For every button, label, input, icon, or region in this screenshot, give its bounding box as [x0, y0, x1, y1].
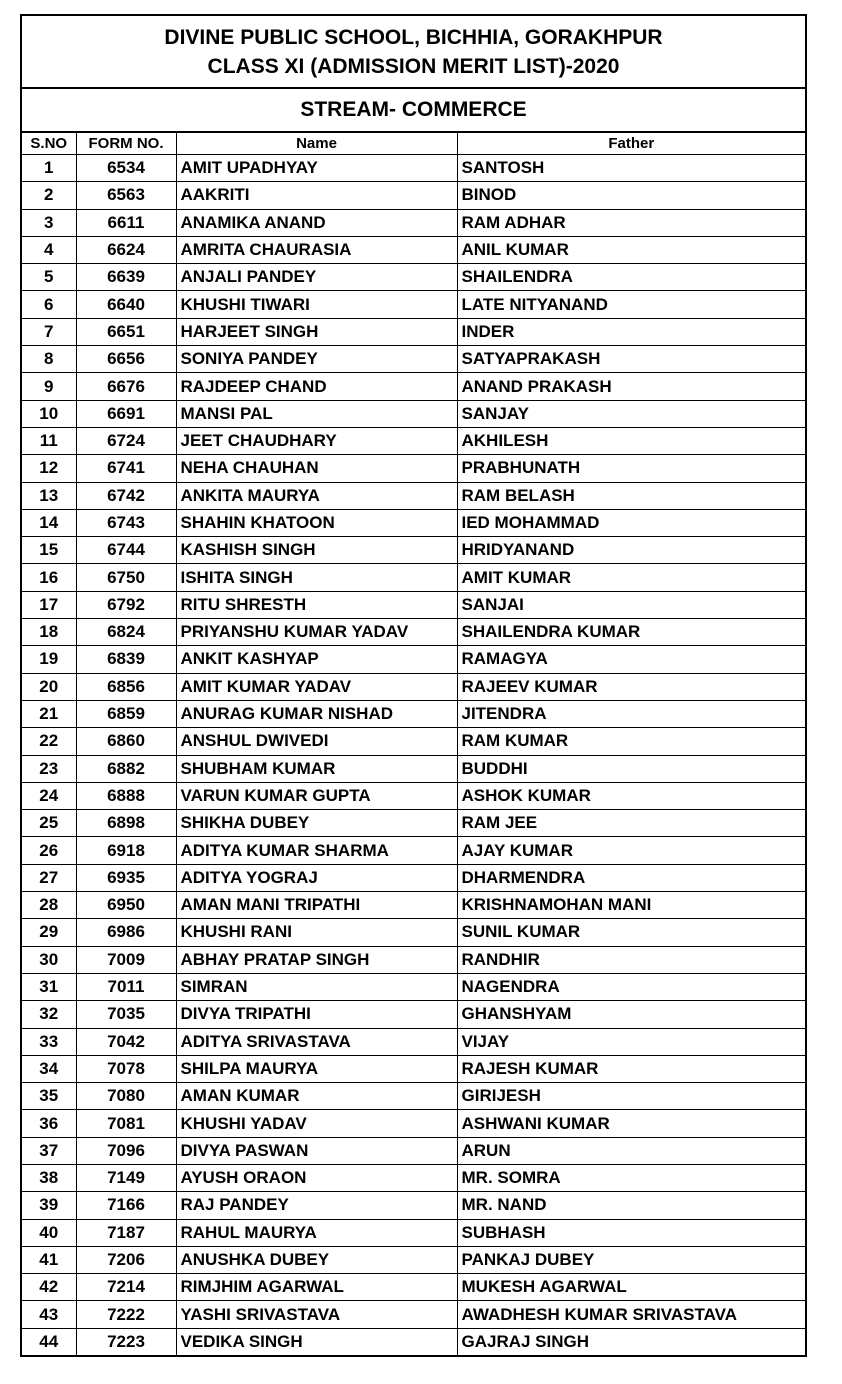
cell-name: DIVYA PASWAN [176, 1137, 457, 1164]
table-row [22, 318, 805, 345]
cell-sno: 43 [22, 1301, 76, 1328]
cell-form-no: 6624 [76, 236, 176, 263]
cell-father: RAM KUMAR [457, 728, 805, 755]
cell-form-no: 6656 [76, 346, 176, 373]
cell-sno: 24 [22, 782, 76, 809]
cell-form-no: 7096 [76, 1137, 176, 1164]
cell-sno: 8 [22, 346, 76, 373]
cell-form-no: 7035 [76, 1001, 176, 1028]
table-row [22, 400, 805, 427]
cell-form-no: 7042 [76, 1028, 176, 1055]
cell-sno: 20 [22, 673, 76, 700]
cell-name: SHILPA MAURYA [176, 1055, 457, 1082]
cell-name: KHUSHI RANI [176, 919, 457, 946]
cell-father: ARUN [457, 1137, 805, 1164]
cell-father: VIJAY [457, 1028, 805, 1055]
cell-father: ANAND PRAKASH [457, 373, 805, 400]
cell-name: AMAN MANI TRIPATHI [176, 892, 457, 919]
cell-sno: 13 [22, 482, 76, 509]
cell-form-no: 6792 [76, 591, 176, 618]
cell-father: GHANSHYAM [457, 1001, 805, 1028]
table-row [22, 591, 805, 618]
cell-father: MR. NAND [457, 1192, 805, 1219]
cell-father: GAJRAJ SINGH [457, 1328, 805, 1355]
cell-sno: 36 [22, 1110, 76, 1137]
cell-form-no: 6918 [76, 837, 176, 864]
cell-sno: 39 [22, 1192, 76, 1219]
cell-sno: 6 [22, 291, 76, 318]
cell-form-no: 6856 [76, 673, 176, 700]
table-row [22, 1246, 805, 1273]
cell-name: ANAMIKA ANAND [176, 209, 457, 236]
cell-sno: 34 [22, 1055, 76, 1082]
cell-name: AMRITA CHAURASIA [176, 236, 457, 263]
cell-father: BINOD [457, 182, 805, 209]
cell-form-no: 7214 [76, 1274, 176, 1301]
table-row [22, 619, 805, 646]
cell-form-no: 7078 [76, 1055, 176, 1082]
title-block [22, 16, 805, 89]
cell-name: ANURAG KUMAR NISHAD [176, 700, 457, 727]
col-header-name: Name [176, 133, 457, 155]
list-title: CLASS XI (ADMISSION MERIT LIST)-2020 [207, 54, 620, 78]
cell-form-no: 7011 [76, 973, 176, 1000]
cell-sno: 14 [22, 509, 76, 536]
cell-name: DIVYA TRIPATHI [176, 1001, 457, 1028]
cell-father: RAM BELASH [457, 482, 805, 509]
table-row [22, 236, 805, 263]
table-row [22, 1164, 805, 1191]
table-row [22, 892, 805, 919]
cell-name: AYUSH ORAON [176, 1164, 457, 1191]
cell-father: SUBHASH [457, 1219, 805, 1246]
cell-father: PRABHUNATH [457, 455, 805, 482]
cell-sno: 11 [22, 427, 76, 454]
cell-sno: 42 [22, 1274, 76, 1301]
table-row [22, 182, 805, 209]
cell-form-no: 6888 [76, 782, 176, 809]
cell-sno: 21 [22, 700, 76, 727]
cell-name: AMIT KUMAR YADAV [176, 673, 457, 700]
cell-sno: 25 [22, 810, 76, 837]
cell-sno: 3 [22, 209, 76, 236]
table-row [22, 264, 805, 291]
cell-name: ABHAY PRATAP SINGH [176, 946, 457, 973]
cell-form-no: 7149 [76, 1164, 176, 1191]
cell-form-no: 6676 [76, 373, 176, 400]
cell-form-no: 6986 [76, 919, 176, 946]
cell-name: ANKIT KASHYAP [176, 646, 457, 673]
table-row [22, 155, 805, 182]
cell-name: AAKRITI [176, 182, 457, 209]
cell-sno: 10 [22, 400, 76, 427]
table-row [22, 782, 805, 809]
cell-father: SUNIL KUMAR [457, 919, 805, 946]
cell-form-no: 6935 [76, 864, 176, 891]
table-row [22, 646, 805, 673]
cell-sno: 38 [22, 1164, 76, 1191]
cell-sno: 16 [22, 564, 76, 591]
cell-name: ANSHUL DWIVEDI [176, 728, 457, 755]
cell-form-no: 6950 [76, 892, 176, 919]
cell-father: RAMAGYA [457, 646, 805, 673]
stream-heading: STREAM- COMMERCE [22, 89, 805, 133]
table-row [22, 1110, 805, 1137]
cell-sno: 1 [22, 155, 76, 182]
cell-sno: 26 [22, 837, 76, 864]
table-row [22, 728, 805, 755]
table-row [22, 1301, 805, 1328]
cell-father: SANTOSH [457, 155, 805, 182]
cell-father: RAM JEE [457, 810, 805, 837]
table-row [22, 373, 805, 400]
table-row [22, 755, 805, 782]
cell-father: SHAILENDRA KUMAR [457, 619, 805, 646]
table-row [22, 1219, 805, 1246]
cell-name: MANSI PAL [176, 400, 457, 427]
merit-list-sheet [20, 14, 807, 1357]
cell-father: MUKESH AGARWAL [457, 1274, 805, 1301]
cell-form-no: 6742 [76, 482, 176, 509]
cell-sno: 22 [22, 728, 76, 755]
cell-sno: 27 [22, 864, 76, 891]
cell-form-no: 6839 [76, 646, 176, 673]
cell-sno: 18 [22, 619, 76, 646]
table-header-row [22, 133, 805, 155]
cell-father: AJAY KUMAR [457, 837, 805, 864]
cell-name: RAHUL MAURYA [176, 1219, 457, 1246]
cell-form-no: 7166 [76, 1192, 176, 1219]
cell-form-no: 7187 [76, 1219, 176, 1246]
table-row [22, 864, 805, 891]
cell-name: PRIYANSHU KUMAR YADAV [176, 619, 457, 646]
cell-name: SHUBHAM KUMAR [176, 755, 457, 782]
table-row [22, 1328, 805, 1355]
table-row [22, 427, 805, 454]
cell-name: RAJ PANDEY [176, 1192, 457, 1219]
cell-form-no: 6611 [76, 209, 176, 236]
table-row [22, 346, 805, 373]
cell-sno: 5 [22, 264, 76, 291]
cell-sno: 12 [22, 455, 76, 482]
table-row [22, 1274, 805, 1301]
cell-father: AWADHESH KUMAR SRIVASTAVA [457, 1301, 805, 1328]
cell-name: ADITYA KUMAR SHARMA [176, 837, 457, 864]
cell-name: KHUSHI YADAV [176, 1110, 457, 1137]
table-row [22, 673, 805, 700]
cell-form-no: 6691 [76, 400, 176, 427]
cell-name: ISHITA SINGH [176, 564, 457, 591]
cell-form-no: 7081 [76, 1110, 176, 1137]
cell-name: ANUSHKA DUBEY [176, 1246, 457, 1273]
cell-father: SANJAI [457, 591, 805, 618]
cell-father: SHAILENDRA [457, 264, 805, 291]
cell-father: GIRIJESH [457, 1083, 805, 1110]
cell-name: ANKITA MAURYA [176, 482, 457, 509]
cell-father: IED MOHAMMAD [457, 509, 805, 536]
cell-sno: 35 [22, 1083, 76, 1110]
cell-sno: 23 [22, 755, 76, 782]
cell-name: ANJALI PANDEY [176, 264, 457, 291]
cell-sno: 41 [22, 1246, 76, 1273]
cell-name: ADITYA SRIVASTAVA [176, 1028, 457, 1055]
table-row [22, 919, 805, 946]
cell-name: RAJDEEP CHAND [176, 373, 457, 400]
cell-sno: 29 [22, 919, 76, 946]
cell-name: AMIT UPADHYAY [176, 155, 457, 182]
cell-father: JITENDRA [457, 700, 805, 727]
cell-father: KRISHNAMOHAN MANI [457, 892, 805, 919]
cell-sno: 30 [22, 946, 76, 973]
cell-father: SATYAPRAKASH [457, 346, 805, 373]
cell-sno: 9 [22, 373, 76, 400]
cell-form-no: 6741 [76, 455, 176, 482]
cell-name: RIMJHIM AGARWAL [176, 1274, 457, 1301]
col-header-form-no: FORM NO. [76, 133, 176, 155]
cell-form-no: 6744 [76, 537, 176, 564]
cell-name: SHIKHA DUBEY [176, 810, 457, 837]
cell-form-no: 6750 [76, 564, 176, 591]
cell-father: AMIT KUMAR [457, 564, 805, 591]
cell-sno: 40 [22, 1219, 76, 1246]
table-row [22, 837, 805, 864]
table-row [22, 1028, 805, 1055]
cell-sno: 31 [22, 973, 76, 1000]
cell-sno: 28 [22, 892, 76, 919]
cell-form-no: 6859 [76, 700, 176, 727]
cell-father: AKHILESH [457, 427, 805, 454]
cell-form-no: 6563 [76, 182, 176, 209]
cell-name: ADITYA YOGRAJ [176, 864, 457, 891]
table-row [22, 209, 805, 236]
cell-name: NEHA CHAUHAN [176, 455, 457, 482]
cell-father: HRIDYANAND [457, 537, 805, 564]
table-row [22, 291, 805, 318]
table-row [22, 509, 805, 536]
cell-name: HARJEET SINGH [176, 318, 457, 345]
cell-name: VEDIKA SINGH [176, 1328, 457, 1355]
cell-father: BUDDHI [457, 755, 805, 782]
cell-form-no: 6724 [76, 427, 176, 454]
table-row [22, 946, 805, 973]
cell-father: INDER [457, 318, 805, 345]
cell-father: MR. SOMRA [457, 1164, 805, 1191]
cell-sno: 19 [22, 646, 76, 673]
cell-form-no: 6534 [76, 155, 176, 182]
cell-form-no: 7223 [76, 1328, 176, 1355]
cell-father: RAJESH KUMAR [457, 1055, 805, 1082]
cell-form-no: 7206 [76, 1246, 176, 1273]
cell-sno: 7 [22, 318, 76, 345]
table-row [22, 537, 805, 564]
cell-sno: 37 [22, 1137, 76, 1164]
cell-form-no: 7009 [76, 946, 176, 973]
table-row [22, 1055, 805, 1082]
cell-sno: 15 [22, 537, 76, 564]
cell-name: SHAHIN KHATOON [176, 509, 457, 536]
cell-form-no: 6860 [76, 728, 176, 755]
cell-father: RAJEEV KUMAR [457, 673, 805, 700]
cell-father: ANIL KUMAR [457, 236, 805, 263]
cell-father: PANKAJ DUBEY [457, 1246, 805, 1273]
table-row [22, 455, 805, 482]
table-row [22, 810, 805, 837]
cell-father: RANDHIR [457, 946, 805, 973]
cell-name: RITU SHRESTH [176, 591, 457, 618]
cell-name: SIMRAN [176, 973, 457, 1000]
cell-form-no: 6743 [76, 509, 176, 536]
cell-name: KASHISH SINGH [176, 537, 457, 564]
table-row [22, 482, 805, 509]
cell-form-no: 6639 [76, 264, 176, 291]
cell-form-no: 6640 [76, 291, 176, 318]
cell-form-no: 6651 [76, 318, 176, 345]
col-header-sno: S.NO [22, 133, 76, 155]
cell-sno: 44 [22, 1328, 76, 1355]
cell-sno: 2 [22, 182, 76, 209]
table-row [22, 1083, 805, 1110]
table-row [22, 700, 805, 727]
cell-sno: 4 [22, 236, 76, 263]
cell-sno: 33 [22, 1028, 76, 1055]
cell-father: DHARMENDRA [457, 864, 805, 891]
cell-father: ASHWANI KUMAR [457, 1110, 805, 1137]
table-row [22, 1137, 805, 1164]
cell-father: RAM ADHAR [457, 209, 805, 236]
cell-sno: 32 [22, 1001, 76, 1028]
table-row [22, 973, 805, 1000]
cell-form-no: 6824 [76, 619, 176, 646]
cell-form-no: 6882 [76, 755, 176, 782]
cell-name: AMAN KUMAR [176, 1083, 457, 1110]
cell-name: KHUSHI TIWARI [176, 291, 457, 318]
cell-father: SANJAY [457, 400, 805, 427]
cell-name: JEET CHAUDHARY [176, 427, 457, 454]
school-title: DIVINE PUBLIC SCHOOL, BICHHIA, GORAKHPUR [164, 25, 663, 49]
col-header-father: Father [457, 133, 805, 155]
table-row [22, 564, 805, 591]
cell-father: LATE NITYANAND [457, 291, 805, 318]
cell-father: ASHOK KUMAR [457, 782, 805, 809]
cell-name: VARUN KUMAR GUPTA [176, 782, 457, 809]
cell-form-no: 7080 [76, 1083, 176, 1110]
cell-form-no: 7222 [76, 1301, 176, 1328]
cell-sno: 17 [22, 591, 76, 618]
table-row [22, 1001, 805, 1028]
cell-father: NAGENDRA [457, 973, 805, 1000]
cell-name: SONIYA PANDEY [176, 346, 457, 373]
table-row [22, 1192, 805, 1219]
merit-table [22, 133, 805, 1355]
cell-form-no: 6898 [76, 810, 176, 837]
cell-name: YASHI SRIVASTAVA [176, 1301, 457, 1328]
